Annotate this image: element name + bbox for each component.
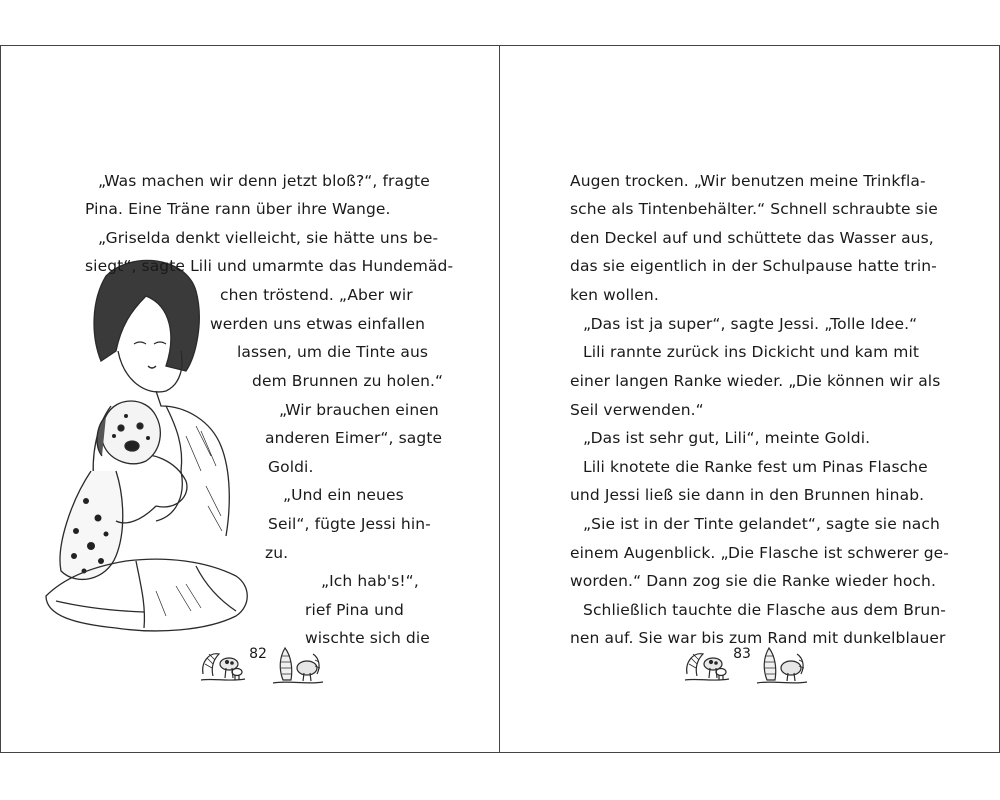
text-line: „Sie ist in der Tinte gelandet“, sagte sie nach xyxy=(583,515,940,533)
text-line: rief Pina und xyxy=(305,601,404,619)
text-line: Seil“, fügte Jessi hin- xyxy=(268,515,431,533)
text-line: nen auf. Sie war bis zum Rand mit dunkelblauer xyxy=(570,629,946,647)
mushroom-ornament-icon xyxy=(683,644,731,686)
page-number: 82 xyxy=(249,646,267,662)
text-line: „Was machen wir denn jetzt bloß?“, fragte xyxy=(98,172,430,190)
text-line: Goldi. xyxy=(268,458,314,476)
text-line: „Das ist sehr gut, Lili“, meinte Goldi. xyxy=(583,429,871,447)
page-number: 83 xyxy=(733,646,751,662)
text-line: „Und ein neues xyxy=(283,486,404,504)
text-line: Lili rannte zurück ins Dickicht und kam mit xyxy=(583,343,920,361)
text-line: den Deckel auf und schüttete das Wasser aus, xyxy=(570,229,934,247)
text-line: einem Augenblick. „Die Flasche ist schwerer ge- xyxy=(570,544,950,562)
text-line: Schließlich tauchte die Flasche aus dem Brun- xyxy=(583,601,946,619)
left-page xyxy=(0,46,500,752)
text-line: anderen Eimer“, sagte xyxy=(265,429,443,447)
text-line: sche als Tintenbehälter.“ Schnell schraubte sie xyxy=(570,200,938,218)
text-line: einer langen Ranke wieder. „Die können wir als xyxy=(570,372,941,390)
page-folio xyxy=(683,644,823,694)
right-page xyxy=(500,46,1000,752)
text-line: das sie eigentlich in der Schulpause hatte trin- xyxy=(570,257,937,275)
text-line: chen tröstend. „Aber wir xyxy=(220,286,413,304)
text-line: Seil verwenden.“ xyxy=(570,401,704,419)
text-line: „Griselda denkt vielleicht, sie hätte uns be- xyxy=(98,229,439,247)
text-line: „Ich hab's!“, xyxy=(321,572,419,590)
text-line: lassen, um die Tinte aus xyxy=(237,343,429,361)
text-line: worden.“ Dann zog sie die Ranke wieder hoch. xyxy=(570,572,937,590)
book-spread xyxy=(0,45,1000,753)
mushroom-ornament-icon xyxy=(199,644,247,686)
text-line: Lili knotete die Ranke fest um Pinas Flasche xyxy=(583,458,928,476)
text-line: siegt“, sagte Lili und umarmte das Hundemäd- xyxy=(85,257,454,275)
text-line: Augen trocken. „Wir benutzen meine Trinkfla- xyxy=(570,172,926,190)
text-line: wischte sich die xyxy=(305,629,430,647)
mushroom-ornament-icon xyxy=(755,644,809,688)
text-line: „Das ist ja super“, sagte Jessi. „Tolle Idee.“ xyxy=(583,315,918,333)
page-folio xyxy=(199,644,339,694)
mushroom-ornament-icon xyxy=(271,644,325,688)
text-line: „Wir brauchen einen xyxy=(279,401,439,419)
text-line: und Jessi ließ sie dann in den Brunnen hinab. xyxy=(570,486,925,504)
text-line: ken wollen. xyxy=(570,286,659,304)
text-line: dem Brunnen zu holen.“ xyxy=(252,372,444,390)
text-line: Pina. Eine Träne rann über ihre Wange. xyxy=(85,200,391,218)
text-line: werden uns etwas einfallen xyxy=(210,315,426,333)
text-line: zu. xyxy=(265,544,289,562)
